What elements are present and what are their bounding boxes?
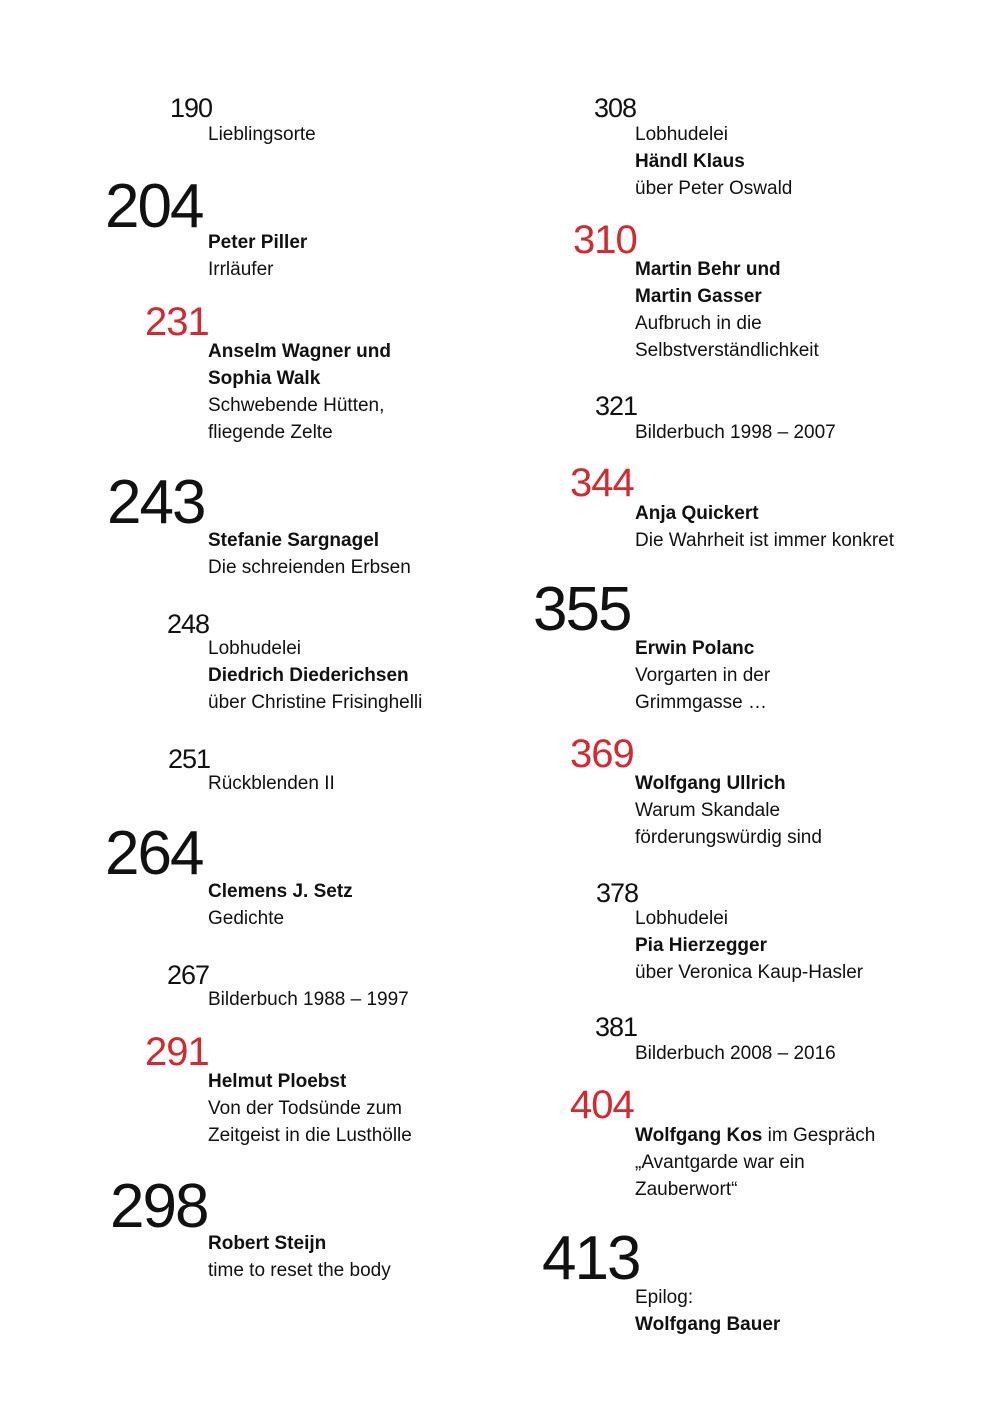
entry-text [208,121,316,148]
entry-line: Zeitgeist in die Lusthölle [208,1125,412,1146]
page-number: 381 [595,1012,638,1042]
entry-line: Warum Skandale [635,800,781,821]
entry-line: fliegende Zelte [208,422,333,443]
entry-text [208,878,353,932]
entry-text [635,1122,875,1203]
page-number: 321 [595,391,638,421]
entry-author: Robert Steijn [208,1233,327,1254]
entry-line: Bilderbuch 2008 – 2016 [635,1043,836,1064]
entry-line: Vorgarten in der [635,665,771,686]
page-number: 291 [145,1030,209,1074]
entry-author: Diedrich Diederichsen [208,665,409,686]
entry-author-line [635,1122,875,1149]
entry-author: Sophia Walk [208,368,321,389]
entry-text [208,1230,391,1284]
entry-author: Händl Klaus [635,151,745,172]
entry-line: Die Wahrheit ist immer konkret [635,530,895,551]
page-number: 204 [105,172,203,241]
entry-line: Irrläufer [208,259,274,280]
page-number: 344 [570,461,634,505]
entry-text [208,338,391,446]
entry-line: Lobhudelei [635,124,728,145]
entry-line: über Veronica Kaup-Hasler [635,962,864,983]
entry-line: förderungswürdig sind [635,827,822,848]
page-number: 355 [533,575,631,644]
page-number: 369 [570,732,634,776]
entry-line: Schwebende Hütten, [208,395,385,416]
entry-author: Erwin Polanc [635,638,755,659]
entry-line: Zauberwort“ [635,1179,738,1200]
entry-author: Helmut Ploebst [208,1071,347,1092]
entry-author: Wolfgang Bauer [635,1314,781,1335]
page-number: 267 [167,960,210,990]
page-number: 308 [594,93,637,123]
page-number: 378 [596,878,639,908]
page-number: 248 [167,609,210,639]
entry-text [208,527,411,581]
entry-text [208,635,422,716]
entry-author: Peter Piller [208,232,308,253]
entry-text [208,229,307,283]
page-number: 243 [107,468,205,537]
entry-author: Stefanie Sargnagel [208,530,380,551]
page-number: 310 [573,218,637,262]
entry-author: Anselm Wagner und [208,341,391,362]
entry-suffix: im Gespräch [762,1125,876,1146]
entry-line: „Avantgarde war ein [635,1152,805,1173]
entry-author: Pia Hierzegger [635,935,767,956]
entry-text [635,500,894,554]
entry-text [635,1040,836,1067]
entry-text [635,419,836,446]
page-number: 404 [570,1083,634,1127]
entry-line: Lieblingsorte [208,124,316,145]
entry-line: Lobhudelei [635,908,728,929]
entry-text [208,1068,412,1149]
entry-line: Bilderbuch 1998 – 2007 [635,422,836,443]
entry-text [208,770,335,797]
entry-line: Selbstverständlichkeit [635,340,819,361]
page-number: 231 [145,300,209,344]
entry-text [635,121,792,202]
page-number: 413 [542,1224,640,1293]
entry-line: über Peter Oswald [635,178,793,199]
entry-line: Gedichte [208,908,285,929]
entry-text [208,986,409,1013]
entry-text [635,770,822,851]
entry-text [635,256,819,364]
entry-line: Rückblenden II [208,773,335,794]
entry-text [635,635,770,716]
entry-line: Aufbruch in die [635,313,762,334]
entry-line: Bilderbuch 1988 – 1997 [208,989,409,1010]
entry-text [635,905,863,986]
page-number: 264 [105,819,203,888]
entry-line: Von der Todsünde zum [208,1098,403,1119]
entry-author: Wolfgang Kos [635,1125,763,1146]
entry-line: Grimmgasse … [635,692,767,713]
entry-author: Wolfgang Ullrich [635,773,786,794]
entry-line: über Christine Frisinghelli [208,692,423,713]
entry-line: time to reset the body [208,1260,391,1281]
entry-line: Epilog: [635,1287,694,1308]
entry-line: Die schreienden Erbsen [208,557,411,578]
page-number: 251 [168,744,211,774]
page-number: 298 [110,1172,208,1241]
page-number: 190 [170,93,213,123]
entry-author: Martin Gasser [635,286,762,307]
entry-text [635,1284,780,1338]
entry-line: Lobhudelei [208,638,301,659]
entry-author: Anja Quickert [635,503,759,524]
entry-author: Clemens J. Setz [208,881,353,902]
entry-author: Martin Behr und [635,259,781,280]
